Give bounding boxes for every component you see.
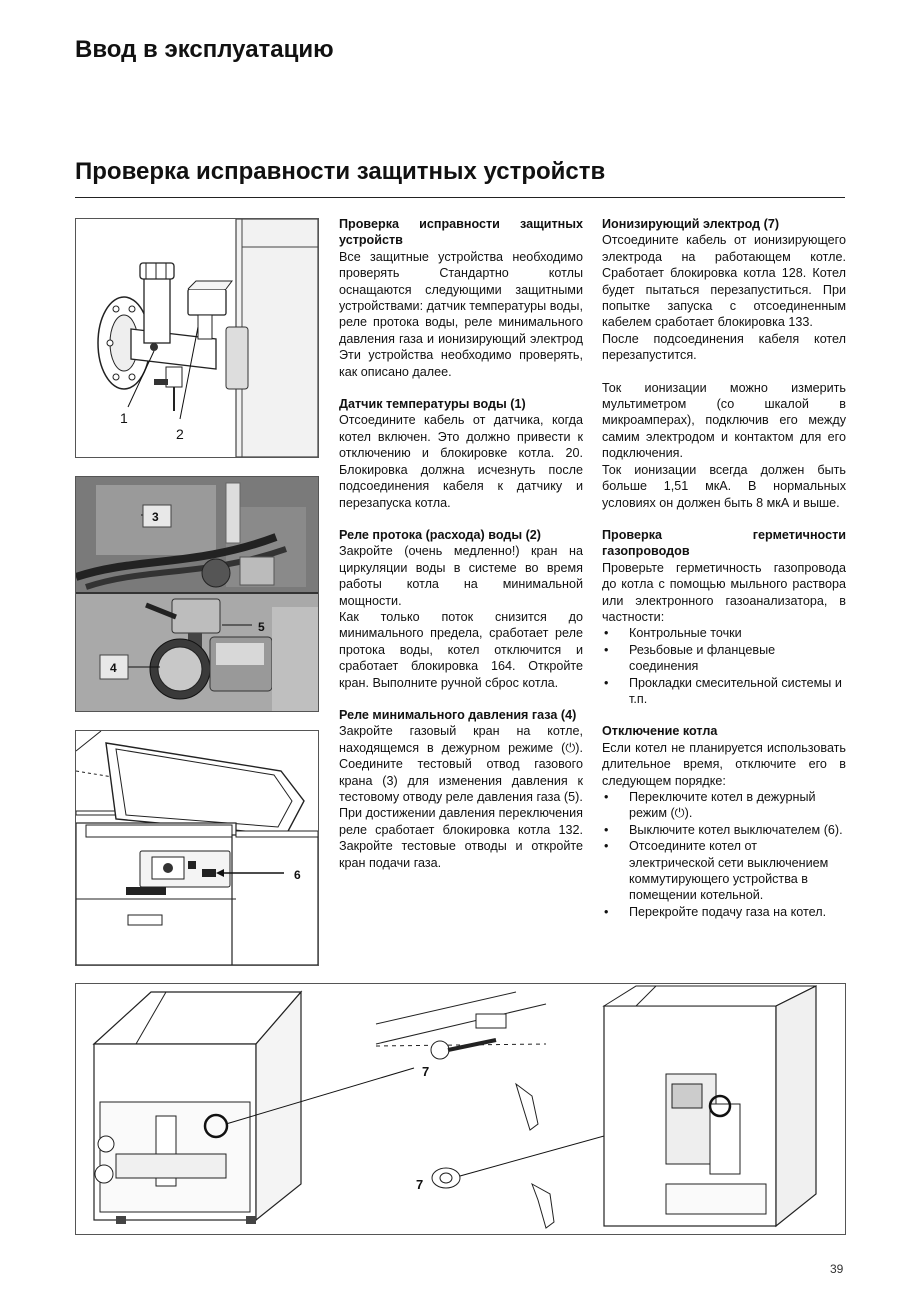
heading-gas-pressure-relay: Реле минимального давления газа (4)	[339, 707, 577, 722]
figure-boiler-switch	[75, 730, 319, 966]
callout-2: 2	[176, 426, 184, 442]
flange-illustration	[76, 219, 318, 457]
para-ionization-3: Ток ионизации можно измерить мультиметром (со шкалой в микроамперах), подключив его между самим электродом и контактом для его подключения.	[602, 380, 846, 461]
heading-ionization-electrode: Ионизирующий электрод (7)	[602, 217, 780, 231]
page-number: 39	[830, 1262, 844, 1276]
para-flow-relay-2: Как только поток снизится до минимального предела, сработает реле протока воды, котел отключится и сработает блокировка 164. Откройте кран. Выполните ручной сброс котла.	[339, 609, 583, 690]
callout-7-top: 7	[422, 1064, 430, 1079]
text-column-1	[339, 216, 583, 871]
para-ionization-4: Ток ионизации всегда должен быть больше 1,51 мкА. В нормальных условиях он должен быть 8 мкА и выше.	[602, 462, 846, 510]
para-flow-relay-1: Закройте (очень медленно!) кран на циркуляции воды в системе во время работы котла на минимальной мощности.	[339, 544, 583, 608]
section-title: Ввод в эксплуатацию	[75, 36, 334, 63]
list-shutdown-steps	[602, 789, 846, 920]
list-item: • Переключите котел в дежурный режим (⏻).	[602, 789, 846, 822]
list-item: • Выключите котел выключателем (6).	[602, 822, 846, 838]
list-item: • Контрольные точки	[602, 625, 846, 641]
callout-7-bottom: 7	[416, 1177, 424, 1192]
electrode-illustration	[76, 984, 845, 1234]
boiler-front-illustration	[76, 731, 318, 965]
para-gas-pressure-2: При достижении давления переключения реле сработает блокировка котла 132. Закройте тестовые отводы и откройте кран подачи газа.	[339, 806, 583, 870]
para-ionization-2: После подсоединения кабеля котел перезапустится.	[602, 331, 846, 363]
list-item: • Отсоедините котел от электрической сети выключением коммутирующего устройства в помещении котельной.	[602, 838, 846, 904]
list-item: • Перекройте подачу газа на котел.	[602, 904, 846, 920]
text-column-2	[602, 216, 846, 920]
callout-1: 1	[120, 410, 128, 426]
heading-boiler-shutdown: Отключение котла	[602, 724, 718, 739]
figure-gas-valve-photo	[75, 476, 319, 712]
para-water-temp-sensor: Отсоедините кабель от датчика, когда котел включен. Это должно привести к отключению и блокировке котла. 20. Блокировка должна исчезнуть после подсоединения кабеля к датчику и перезапуска котла.	[339, 413, 583, 510]
para-gas-pressure-1: Закройте газовый кран на котле, находящемся в дежурном режиме (⏻). Соедините тестовый отвод газового крана (3) для изменения давления к тестовому отводу реле давления газа (5).	[339, 724, 583, 804]
gas-valve-photo	[76, 477, 318, 711]
heading-water-temp-sensor: Датчик температуры воды (1)	[339, 397, 526, 412]
heading-flow-relay: Реле протока (расхода) воды (2)	[339, 527, 541, 542]
list-leak-points	[602, 625, 846, 707]
heading-gas-leak-check: Проверка герметичности газопроводов	[602, 527, 846, 559]
para-boiler-shutdown: Если котел не планируется использовать длительное время, отключите его в следующем порядке:	[602, 740, 846, 788]
callout-3: 3	[152, 510, 159, 524]
callout-5: 5	[258, 620, 265, 634]
title-rule	[75, 197, 845, 198]
figure-ionization-electrode	[75, 983, 846, 1235]
list-item: • Резьбовые и фланцевые соединения	[602, 642, 846, 675]
para-ionization-1: Отсоедините кабель от ионизирующего электрода на работающем котле. Сработает блокировка котла 128. Котел будет пытаться перезапуститься. При попытке запуска с отсоединенным кабелем сработает блокировка 133.	[602, 233, 846, 330]
callout-4: 4	[110, 661, 117, 675]
para-safety-check: Все защитные устройства необходимо проверять Стандартно котлы оснащаются следующими защитными устройствами: датчик температуры воды, реле протока воды, реле минимального давления газа и ионизирующий электрод Эти устройства необходимо проверять, как описано далее.	[339, 249, 583, 379]
heading-safety-check: Проверка исправности защитных устройств	[339, 217, 583, 248]
page-title: Проверка исправности защитных устройств	[75, 158, 606, 185]
figure-sensor-flange	[75, 218, 319, 458]
callout-6: 6	[294, 868, 301, 882]
list-item: • Прокладки смесительной системы и т.п.	[602, 675, 846, 708]
para-gas-leak-check: Проверьте герметичность газопровода до котла с помощью мыльного раствора или электронного газоанализатора, в частности:	[602, 560, 846, 624]
